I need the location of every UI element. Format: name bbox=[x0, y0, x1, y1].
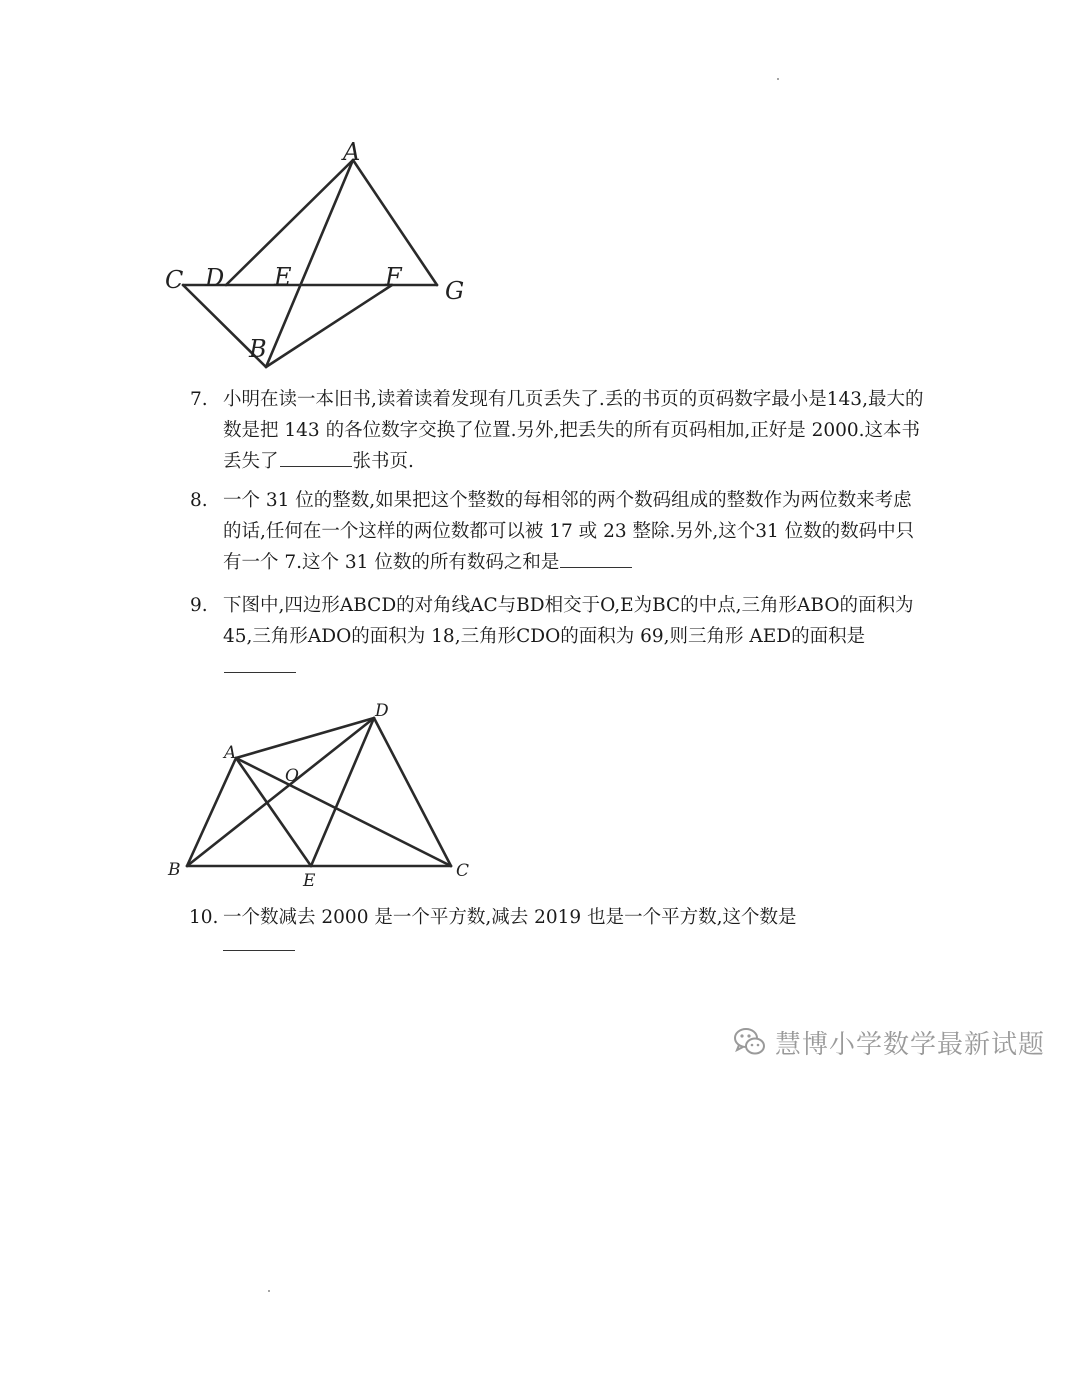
scan-speck bbox=[268, 1290, 270, 1292]
question-10 bbox=[190, 902, 925, 933]
segment-bf bbox=[266, 285, 392, 367]
question-text: 一个 31 位的整数,如果把这个整数的每相邻的两个数码组成的整数作为两位数来考虑的话,任何在一个这样的两位数都可以被 17 或 23 整除.另外,这个31 位数的数码中只有一个 7.这个 31 位数的所有数码之和是 bbox=[223, 490, 915, 573]
question-text-tail: 张书页. bbox=[352, 451, 414, 472]
segment-de bbox=[311, 718, 374, 866]
wechat-icon bbox=[733, 1025, 767, 1059]
segment-ab bbox=[187, 758, 236, 866]
geometry-figure-1 bbox=[160, 135, 480, 375]
label-o: O bbox=[285, 766, 299, 786]
question-text: 小明在读一本旧书,读着读着发现有几页丢失了.丢的书页的页码数字最小是143,最大的数是把 143 的各位数字交换了位置.另外,把丢失的所有页码相加,正好是 2000.这本书丢失了 bbox=[223, 389, 924, 472]
label-a: A bbox=[224, 743, 237, 763]
question-number: 7. bbox=[190, 389, 208, 410]
label-d: D bbox=[375, 701, 389, 721]
label-b: B bbox=[249, 335, 267, 363]
label-g: G bbox=[445, 277, 465, 305]
question-number: 8. bbox=[190, 490, 208, 511]
label-c: C bbox=[165, 266, 184, 294]
question-9 bbox=[190, 590, 925, 683]
answer-blank[interactable] bbox=[280, 465, 352, 467]
segment-dc bbox=[374, 718, 451, 866]
watermark-text: 慧博小学数学最新试题 bbox=[775, 1029, 1046, 1060]
label-b: B bbox=[168, 860, 181, 880]
label-d: D bbox=[205, 264, 225, 292]
segment-ad bbox=[236, 718, 374, 758]
scan-speck bbox=[777, 78, 779, 80]
geometry-figure-2 bbox=[160, 695, 480, 895]
label-a: A bbox=[343, 138, 361, 166]
answer-blank[interactable] bbox=[224, 671, 296, 673]
watermark bbox=[733, 1025, 1045, 1059]
label-f: F bbox=[385, 263, 402, 291]
question-text: 下图中,四边形ABCD的对角线AC与BD相交于O,E为BC的中点,三角形ABO的面积为 45,三角形ADO的面积为 18,三角形CDO的面积为 69,则三角形 AED的面积是 bbox=[223, 595, 914, 647]
segment-bd bbox=[187, 718, 374, 866]
answer-blank[interactable] bbox=[560, 566, 632, 568]
question-number: 9. bbox=[190, 595, 208, 616]
question-7 bbox=[190, 384, 925, 477]
label-e: E bbox=[303, 871, 316, 891]
label-c: C bbox=[456, 861, 470, 881]
segment-ac bbox=[236, 758, 451, 866]
question-number: 10. bbox=[189, 907, 219, 928]
answer-blank[interactable] bbox=[223, 950, 295, 951]
question-8 bbox=[190, 485, 925, 578]
label-e: E bbox=[274, 263, 292, 291]
question-text: 一个数减去 2000 是一个平方数,减去 2019 也是一个平方数,这个数是 bbox=[223, 907, 797, 928]
segment-ae bbox=[236, 758, 311, 866]
